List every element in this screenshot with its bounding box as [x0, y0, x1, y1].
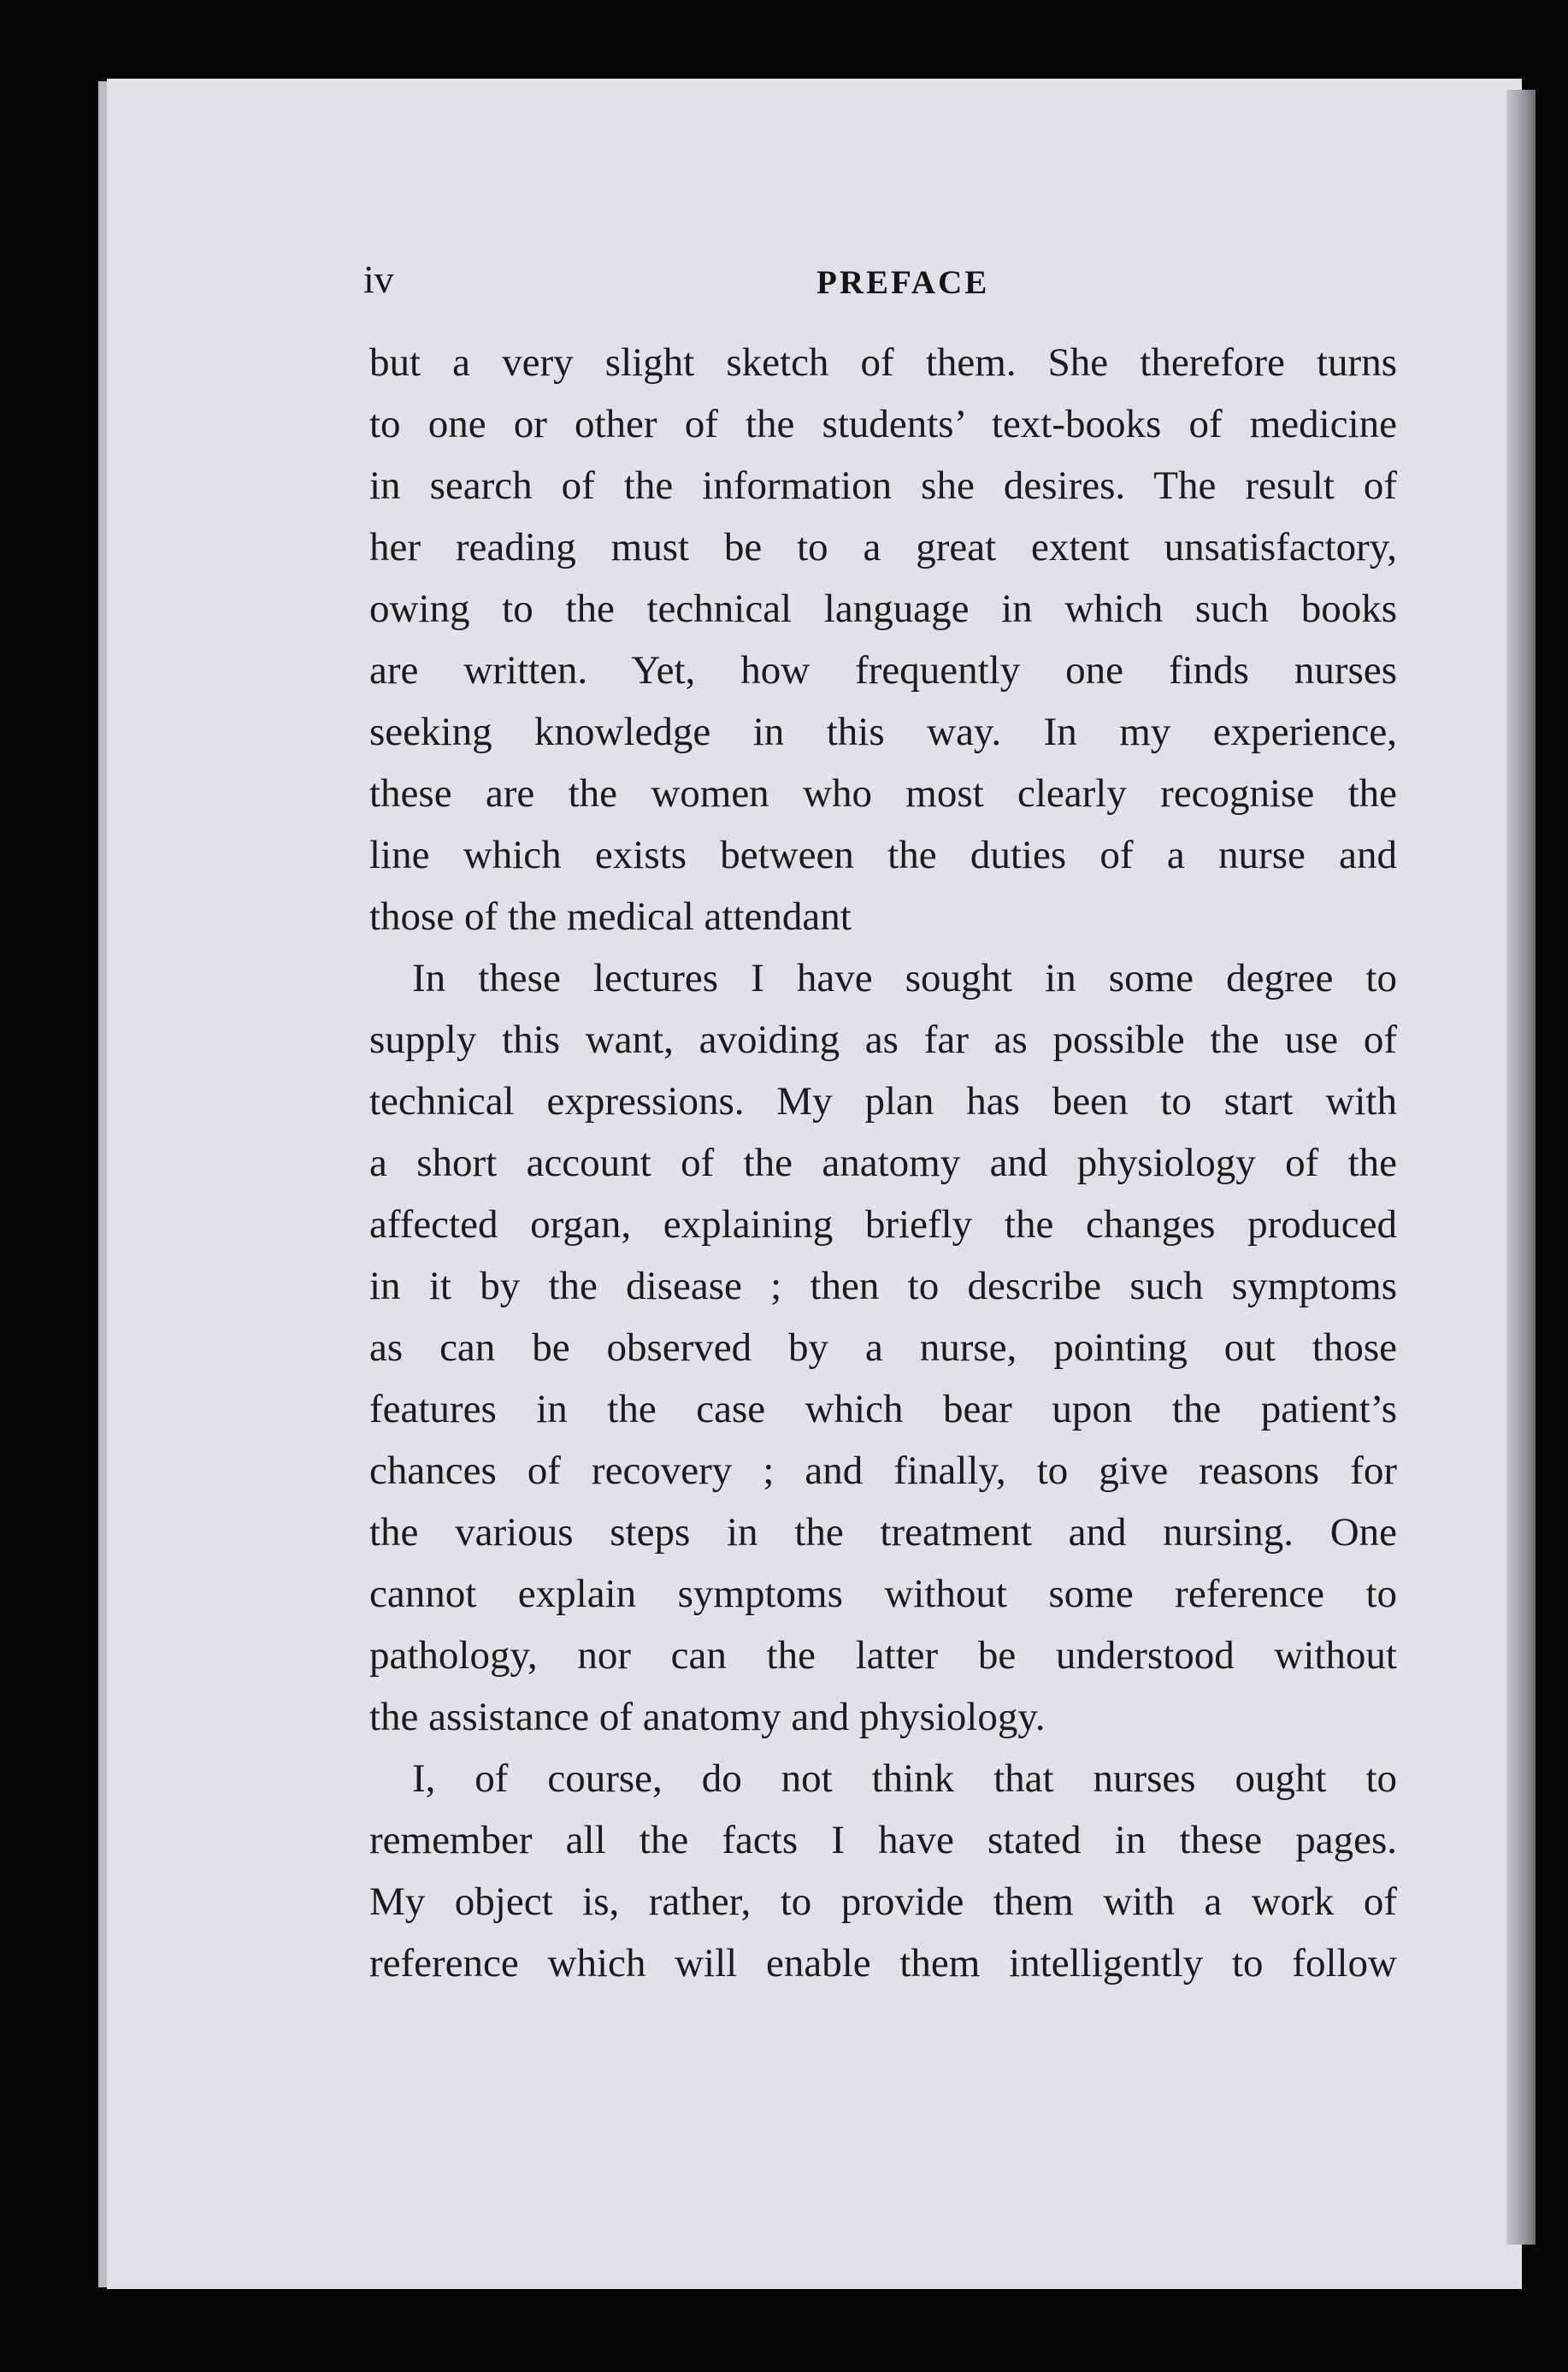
text-line: in search of the information she desires. The result of — [369, 463, 1397, 508]
text-line: pathology, nor can the latter be understood without — [369, 1633, 1397, 1678]
text-line: but a very slight sketch of them. She therefore turns — [369, 340, 1397, 385]
text-line: affected organ, explaining briefly the changes produced — [369, 1202, 1397, 1247]
text-line: are written. Yet, how frequently one finds nurses — [369, 648, 1397, 693]
text-line: reference which will enable them intelligently to follow — [369, 1941, 1397, 1986]
text-line: to one or other of the students’ text-books of medicine — [369, 402, 1397, 446]
text-line: her reading must be to a great extent unsatisfactory, — [369, 525, 1397, 569]
body-text — [369, 332, 1397, 1994]
text-line: remember all the facts I have stated in these pages. — [369, 1818, 1397, 1862]
text-line: the assistance of anatomy and physiology. — [369, 1695, 1046, 1739]
text-line: line which exists between the duties of a nurse and — [369, 833, 1397, 877]
text-line: those of the medical attendant — [369, 894, 852, 939]
running-title: PREFACE — [816, 264, 990, 301]
text-line: a short account of the anatomy and physiology of the — [369, 1141, 1397, 1185]
text-line: supply this want, avoiding as far as possible the use of — [369, 1018, 1397, 1062]
text-line: the various steps in the treatment and nursing. One — [369, 1510, 1397, 1555]
text-line: In these lectures I have sought in some degree to — [412, 956, 1397, 1000]
text-line: My object is, rather, to provide them with a work of — [369, 1879, 1397, 1924]
text-line: features in the case which bear upon the patient’s — [369, 1387, 1397, 1431]
text-line: chances of recovery ; and finally, to give reasons for — [369, 1449, 1397, 1493]
text-line: technical expressions. My plan has been to start with — [369, 1079, 1397, 1124]
text-line: as can be observed by a nurse, pointing out those — [369, 1325, 1397, 1370]
text-line: I, of course, do not think that nurses ought to — [412, 1756, 1397, 1801]
page-header — [363, 257, 1483, 308]
text-line: owing to the technical language in which such books — [369, 587, 1397, 631]
text-line: seeking knowledge in this way. In my experience, — [369, 710, 1397, 754]
text-line: in it by the disease ; then to describe such symptoms — [369, 1264, 1397, 1308]
page-edge-right — [1506, 90, 1536, 2245]
page-number: iv — [363, 257, 394, 301]
text-line: these are the women who most clearly recognise the — [369, 771, 1397, 816]
text-line: cannot explain symptoms without some reference to — [369, 1572, 1397, 1616]
